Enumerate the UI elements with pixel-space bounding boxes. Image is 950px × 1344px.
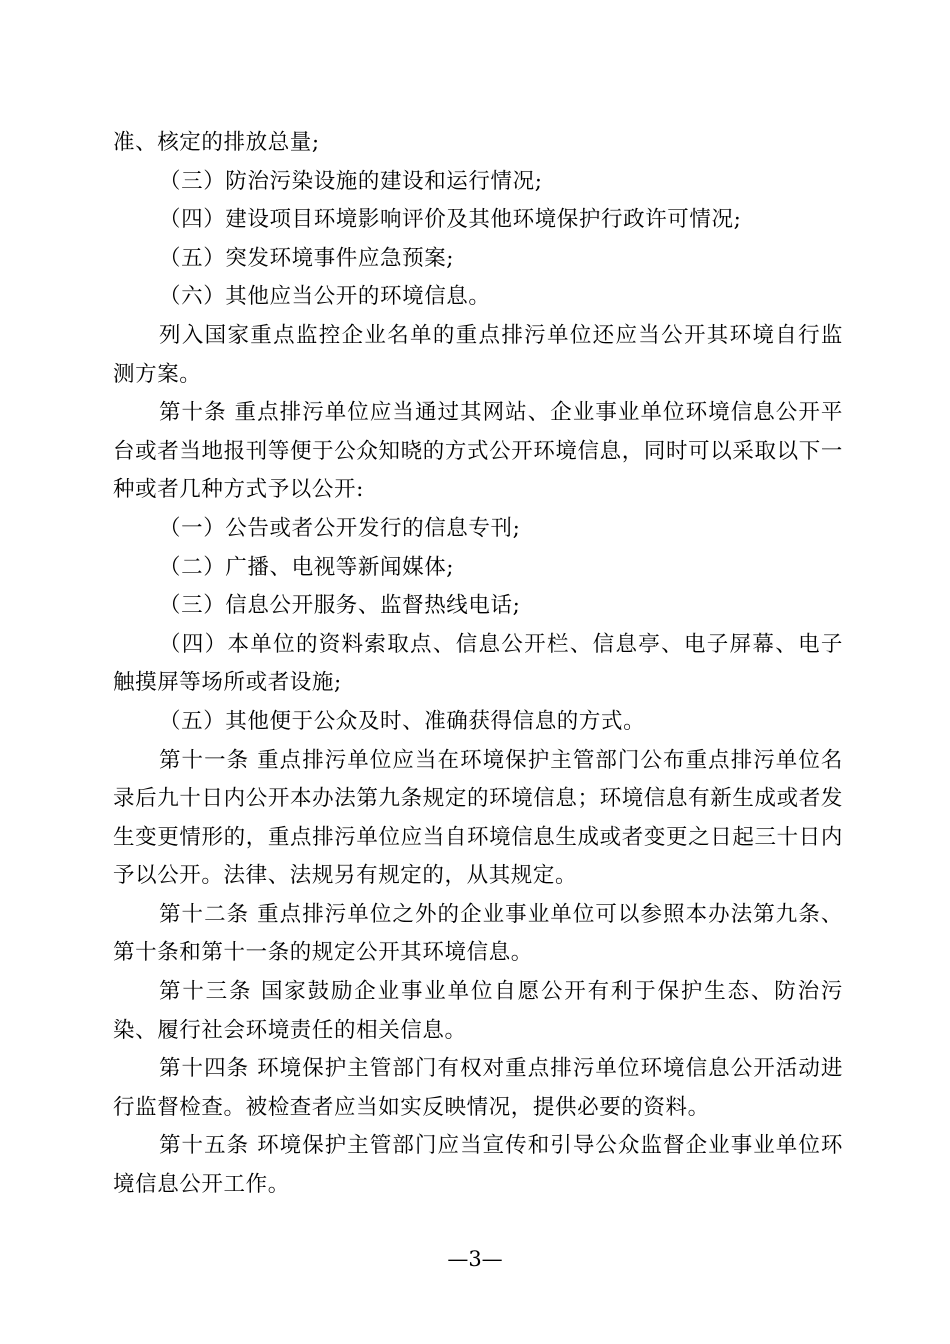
- article-13: 第十三条 国家鼓励企业事业单位自愿公开有利于保护生态、防治污染、履行社会环境责任的相关信息。: [113, 979, 843, 1043]
- article-11: 第十一条 重点排污单位应当在环境保护主管部门公布重点排污单位名录后九十日内公开本办法第九条规定的环境信息；环境信息有新生成或者发生变更情形的，重点排污单位应当自环境信息生成或者变更之日起三十日内予以公开。法律、法规另有规定的，从其规定。: [113, 747, 843, 889]
- paragraph-9: （二）广播、电视等新闻媒体;: [159, 554, 455, 580]
- paragraph-6: 列入国家重点监控企业名单的重点排污单位还应当公开其环境自行监测方案。: [113, 322, 843, 387]
- paragraph-2: （三）防治污染设施的建设和运行情况;: [159, 168, 543, 194]
- article-12: 第十二条 重点排污单位之外的企业事业单位可以参照本办法第九条、第十条和第十一条的规定公开其环境信息。: [113, 901, 843, 966]
- paragraph-1: 准、核定的排放总量;: [113, 130, 320, 155]
- paragraph-3: （四）建设项目环境影响评价及其他环境保护行政许可情况;: [159, 207, 742, 233]
- paragraph-5: （六）其他应当公开的环境信息。: [159, 284, 491, 310]
- paragraph-12: （五）其他便于公众及时、准确获得信息的方式。: [159, 708, 646, 734]
- paragraph-4: （五）突发环境事件应急预案;: [159, 245, 455, 271]
- paragraph-10: （三）信息公开服务、监督热线电话;: [159, 593, 521, 619]
- paragraph-11: （四）本单位的资料索取点、信息公开栏、信息亭、电子屏幕、电子触摸屏等场所或者设施;: [113, 631, 843, 696]
- article-15: 第十五条 环境保护主管部门应当宣传和引导公众监督企业事业单位环境信息公开工作。: [113, 1133, 843, 1198]
- document-body: [113, 124, 843, 1205]
- page-number: —3—: [447, 1247, 503, 1271]
- paragraph-8: （一）公告或者公开发行的信息专刊;: [159, 515, 521, 541]
- article-10: 第十条 重点排污单位应当通过其网站、企业事业单位环境信息公开平台或者当地报刊等便于公众知晓的方式公开环境信息，同时可以采取以下一种或者几种方式予以公开:: [113, 400, 843, 503]
- article-14: 第十四条 环境保护主管部门有权对重点排污单位环境信息公开活动进行监督检查。被检查者应当如实反映情况，提供必要的资料。: [113, 1056, 843, 1120]
